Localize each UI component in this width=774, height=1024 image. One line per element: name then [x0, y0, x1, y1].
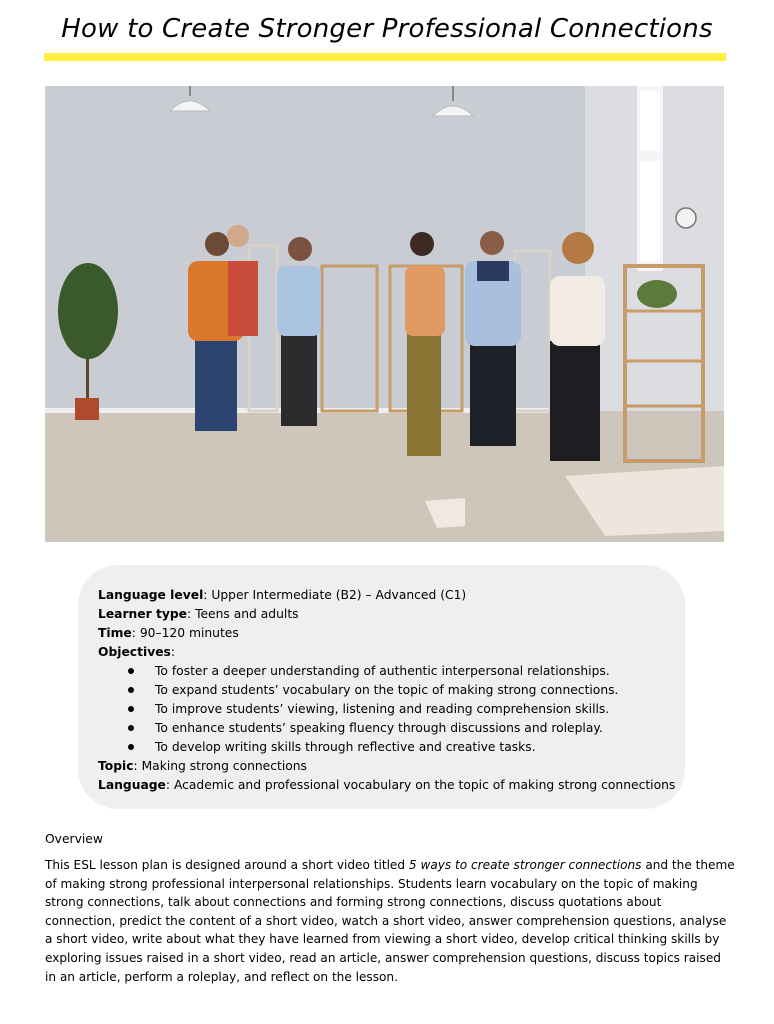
- time-label: Time: [98, 626, 132, 640]
- language-level-value: : Upper Intermediate (B2) – Advanced (C1): [203, 588, 467, 602]
- language-label: Language: [98, 778, 166, 792]
- language-level-row: [98, 586, 698, 605]
- time-row: [98, 624, 698, 643]
- title-underline: [44, 53, 726, 61]
- bullet-icon: [128, 725, 134, 731]
- video-title: 5 ways to create stronger connections: [408, 858, 642, 872]
- learner-type-value: : Teens and adults: [187, 607, 299, 621]
- learner-type-label: Learner type: [98, 607, 188, 621]
- topic-value: : Making strong connections: [133, 759, 307, 773]
- time-value: : 90–120 minutes: [131, 626, 239, 640]
- topic-label: Topic: [98, 759, 134, 773]
- objectives-label: Objectives: [98, 645, 171, 659]
- page-title: How to Create Stronger Professional Connections: [61, 14, 713, 44]
- overview-heading: Overview: [45, 832, 103, 846]
- lesson-info: [98, 586, 698, 795]
- language-level-label: Language level: [98, 588, 204, 602]
- language-value: : Academic and professional vocabulary on the topic of making strong connections: [165, 778, 676, 792]
- bullet-icon: [128, 706, 134, 712]
- objectives-row: [98, 643, 698, 662]
- objective-text: To expand students’ vocabulary on the topic of making strong connections.: [155, 683, 619, 697]
- objective-text: To enhance students’ speaking fluency through discussions and roleplay.: [155, 721, 603, 735]
- list-item: [98, 719, 698, 738]
- learner-type-row: [98, 605, 698, 624]
- objectives-list: [98, 662, 698, 757]
- overview-paragraph: [45, 856, 735, 986]
- bullet-icon: [128, 668, 134, 674]
- list-item: [98, 738, 698, 757]
- bullet-icon: [128, 744, 134, 750]
- objective-text: To foster a deeper understanding of authentic interpersonal relationships.: [155, 664, 610, 678]
- language-row: [98, 776, 698, 795]
- objective-text: To improve students’ viewing, listening and reading comprehension skills.: [155, 702, 610, 716]
- office-meeting-photo: [45, 86, 724, 542]
- objective-text: To develop writing skills through reflective and creative tasks.: [155, 740, 536, 754]
- bullet-icon: [128, 687, 134, 693]
- objectives-colon: :: [170, 645, 176, 659]
- list-item: [98, 700, 698, 719]
- list-item: [98, 681, 698, 700]
- list-item: [98, 662, 698, 681]
- overview-text-after: and the theme of making strong professional interpersonal relationships. Students learn vocabulary on the topic of making strong connections, talk about connections and forming strong connections, discuss quotations about connection, predict the content of a short video, watch a short video, answer comprehension questions, analyse a short video, write about what they have learned from viewing a short video, develop critical thinking skills by exploring issues raised in a short video, read an article, answer comprehension questions, discuss topics raised in an article, perform a roleplay, and reflect on the lesson.: [45, 858, 735, 984]
- topic-row: [98, 757, 698, 776]
- overview-text-before: This ESL lesson plan is designed around a short video titled: [45, 858, 409, 872]
